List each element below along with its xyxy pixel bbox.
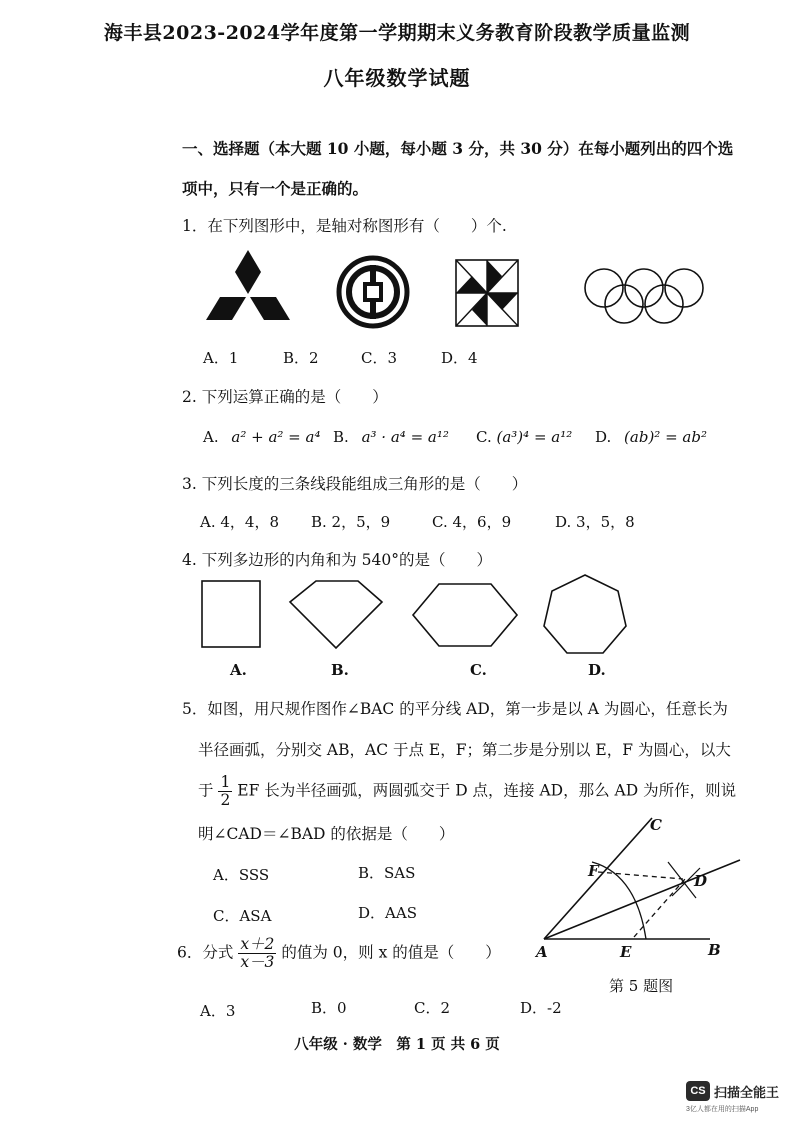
q2-option-b-label: B. [333,428,349,446]
q5-option-d: D．AAS [358,904,417,922]
q5-line3 [198,774,736,809]
diamond-left [206,297,246,320]
q4-figure-hexagon [411,583,519,647]
q6-stem [177,936,501,971]
q3-option-b: B. 2，5，9 [311,513,391,531]
camscanner-tagline: 3亿人都在用的扫描App [686,1106,759,1113]
q3-option-a: A. 4，4，8 [200,513,279,531]
section-heading-line2: 项中，只有一个是正确的。 [182,179,369,198]
diamond-top [235,250,261,294]
q2-stem: 2. 下列运算正确的是（ ） [182,388,388,406]
camscanner-name: 扫描全能王 [714,1085,780,1100]
q2-option-b [333,428,449,446]
label-point-f: F [588,862,599,880]
q2-option-c [476,428,572,446]
label-point-b: B [708,941,721,959]
q5-option-b: B．SAS [358,864,416,882]
q4-option-c: C. [470,661,487,679]
q3-option-d: D. 3，5，8 [555,513,635,531]
exam-title: 海丰县2023-2024学年度第一学期期末义务教育阶段教学质量监测 [103,22,691,44]
label-point-d: D [694,872,708,890]
q5-line3-pre: 于 [198,781,214,800]
q6-fraction [238,936,276,971]
q1-option-c: C．3 [361,349,398,367]
q5-figure-caption: 第 5 题图 [609,977,674,995]
q6-option-d: D．-2 [520,999,562,1017]
q5-option-c: C．ASA [213,907,272,925]
camscanner-logo: CS [686,1081,710,1101]
q1-option-b: B．2 [283,349,319,367]
section-heading-line1: 一、选择题（本大题 10 小题，每小题 3 分，共 30 分）在每小题列出的四个选 [182,139,734,158]
q6-pre: 6．分式 [177,943,234,962]
exam-subtitle: 八年级数学试题 [323,66,471,90]
q5-line1: 5．如图，用尺规作图作∠BAC 的平分线 AD，第一步是以 A 为圆心，任意长为 [182,700,728,718]
q2-option-c-label: C. [476,428,492,446]
q2-option-c-expr: (a³)⁴ = a¹² [496,428,573,446]
label-point-c: C [650,816,662,834]
q5-line2: 半径画弧，分别交 AB，AC 于点 E，F；第二步是分别以 E，F 为圆心，以大 [198,741,731,759]
q3-stem: 3. 下列长度的三条线段能组成三角形的是（ ） [182,475,528,493]
q4-stem: 4. 下列多边形的内角和为 540°的是（ ） [182,551,492,569]
q1-option-a: A．1 [203,349,239,367]
q5-option-a: A．SSS [213,866,270,884]
q4-option-a: A. [230,661,247,679]
q3-option-c: C. 4，6，9 [432,513,512,531]
diamond-right [250,297,290,320]
q2-option-d-expr: (ab)² = ab² [624,428,707,446]
q1-figure-pinwheel [454,258,520,328]
label-point-e: E [620,943,632,961]
q2-option-d-label: D. [595,428,612,446]
page-footer: 八年级 · 数学 第 1 页 共 6 页 [294,1036,500,1053]
q2-option-b-expr: a³ · a⁴ = a¹² [361,428,449,446]
q2-option-a [203,428,320,446]
q4-option-b: B. [331,661,349,679]
q1-figure-olympic-rings [582,268,706,326]
q5-fraction-num: 1 [220,773,231,791]
q2-option-a-expr: a² + a² = a⁴ [231,428,321,446]
q6-option-b: B．0 [311,999,347,1017]
q6-fraction-den: x－3 [240,953,275,972]
q5-fraction-half [218,774,232,809]
q6-option-c: C．2 [414,999,451,1017]
q5-line4: 明∠CAD＝∠BAD 的依据是（ ） [198,825,455,843]
q4-figure-pentagon [288,580,384,650]
q4-figure-heptagon [542,574,628,654]
q6-option-a: A．3 [200,1002,236,1020]
q4-figure-square [201,580,261,648]
q6-post: 的值为 0，则 x 的值是（ ） [281,943,501,962]
q5-figure [530,812,770,982]
q2-option-d [595,428,707,446]
q6-fraction-num: x＋2 [240,935,275,953]
q5-fraction-den: 2 [220,791,231,810]
q1-figure-coin-logo [336,255,410,329]
q4-option-d: D. [588,661,606,679]
q5-line3-post: EF 长为半径画弧，两圆弧交于 D 点，连接 AD，那么 AD 为所作，则说 [237,781,737,800]
q1-stem: 1．在下列图形中，是轴对称图形有（ ）个. [182,217,507,235]
q2-option-a-label: A. [203,428,219,446]
q1-figure-mitsubishi [206,250,290,330]
label-point-a: A [536,943,548,961]
q1-option-d: D．4 [441,349,478,367]
